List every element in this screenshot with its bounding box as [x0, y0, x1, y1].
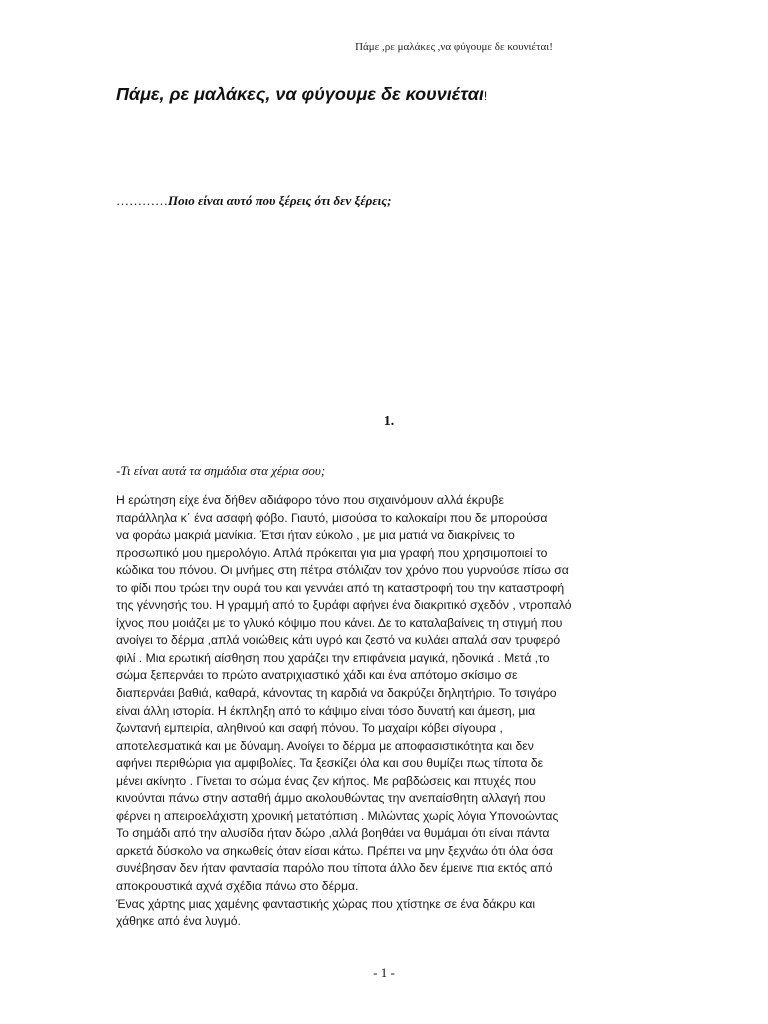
body-line: αφήνει περιθώρια για αμφιβολίες. Τα ξεσκίζει όλα και σου θυμίζει πως τίποτα δε — [116, 756, 544, 771]
dialogue-question: -Τι είναι αυτά τα σημάδια στα χέρια σου; — [116, 463, 326, 478]
body-line: αποκρουστικά αχνά σχέδια πάνω στο δέρμα. — [116, 879, 359, 894]
body-line: κώδικα του πόνου. Οι μνήμες στη πέτρα στόλιζαν τον χρόνο που γυρνούσε πίσω σα — [116, 563, 569, 578]
document-title-text: Πάμε, ρε μαλάκες, να φύγουμε δε κουνιέται — [116, 84, 484, 104]
body-line: ανοίγει το δέρμα ,απλά νοιώθεις κάτι υγρό και ζεστό να κυλάει απαλά σαν τρυφερό — [116, 633, 561, 648]
title-exclamation: ! — [483, 89, 488, 103]
body-line: Ένας χάρτης μιας χαμένης φανταστικής χώρας που χτίστηκε σε ένα δάκρυ και — [116, 896, 536, 911]
body-line: αποτελεσματικά και με δύναμη. Ανοίγει το δέρμα με αποφασιστικότητα και δεν — [116, 738, 534, 753]
epigraph — [116, 193, 676, 209]
body-line: ίχνος που μοιάζει με το γλυκό κόψιμο που κάνει. Δε το καταλαβαίνεις τη στιγμή που — [116, 615, 563, 630]
body-line: κινούνται πάνω στην ασταθή άμμο ακολουθώντας την ανεπαίσθητη αλλαγή που — [116, 791, 546, 806]
body-line: Η ερώτηση είχε ένα δήθεν αδιάφορο τόνο που σιχαινόμουν αλλά έκρυβε — [116, 493, 504, 507]
body-line: να φοράω μακριά μανίκια. Έτσι ήταν εύκολο , με μια ματιά να διακρίνεις το — [116, 528, 515, 543]
body-line: της γέννησής του. Η γραμμή από το ξυράφι αφήνει ένα διακριτικό σχεδόν , ντροπαλό — [116, 598, 572, 613]
page-number: - 1 - — [373, 965, 395, 980]
epigraph-dots: ………… — [116, 193, 168, 208]
document-title — [116, 84, 676, 105]
body-line: συνέβησαν δεν ήταν φαντασία παρόλο που τίποτα άλλο δεν έμεινε πια εκτός από — [116, 861, 553, 876]
body-line: προσωπικό μου ημερολόγιο. Απλά πρόκειται για μια γραφή που χρησιμοποιεί το — [116, 545, 548, 560]
body-paragraph — [116, 492, 654, 931]
body-line: χάθηκε από ένα λυγμό. — [116, 914, 241, 929]
body-line: είναι άλλη ιστορία. Η έκπληξη από το κάψιμο είναι τόσο δυνατή και άμεση, μια — [116, 703, 536, 718]
body-line: φιλί . Μια ερωτική αίσθηση που χαράζει την επιφάνεια μαγικά, ηδονικά . Μετά ,το — [116, 650, 550, 665]
body-line: διαπερνάει βαθιά, καθαρά, κάνοντας τη καρδιά να δακρύζει δηλητήριο. Το τσιγάρο — [116, 686, 557, 701]
body-line: το φίδι που τρώει την ουρά του και γεννάει από τη καταστροφή του την καταστροφή — [116, 580, 565, 595]
chapter-number: 1. — [383, 414, 395, 429]
body-line: αρκετά δύσκολο να σηκωθείς όταν είσαι κάτω. Πρέπει να μην ξεχνάω ότι όλα όσα — [116, 843, 554, 858]
body-line: φέρνει η απειροελάχιστη χρονική μετατόπιση . Μιλώντας χωρίς λόγια Υπονοώντας — [116, 808, 559, 823]
body-line: ζωντανή εμπειρία, αληθινού και σαφή πόνου. Το μαχαίρι κόβει σίγουρα , — [116, 721, 503, 736]
body-line: σώμα ξεπερνάει το πρώτο ανατριχιαστικό χάδι και ένα απότομο σκίσιμο σε — [116, 668, 518, 683]
running-header: Πάμε ,ρε μαλάκες ,να φύγουμε δε κουνιέται! — [355, 41, 553, 53]
body-line: Το σημάδι από την αλυσίδα ήταν δώρο ,αλλά βοηθάει να θυμάμαι ότι είναι πάντα — [116, 826, 550, 841]
epigraph-question: Ποιο είναι αυτό που ξέρεις ότι δεν ξέρεις; — [168, 193, 392, 208]
body-line: μένει ακίνητο . Γίνεται το σώμα ένας ζεν κήπος. Με ραβδώσεις και πτυχές που — [116, 773, 536, 788]
body-line: παράλληλα κ΄ ένα ασαφή φόβο. Γιαυτό, μισούσα το καλοκαίρι που δε μπορούσα — [116, 510, 548, 525]
